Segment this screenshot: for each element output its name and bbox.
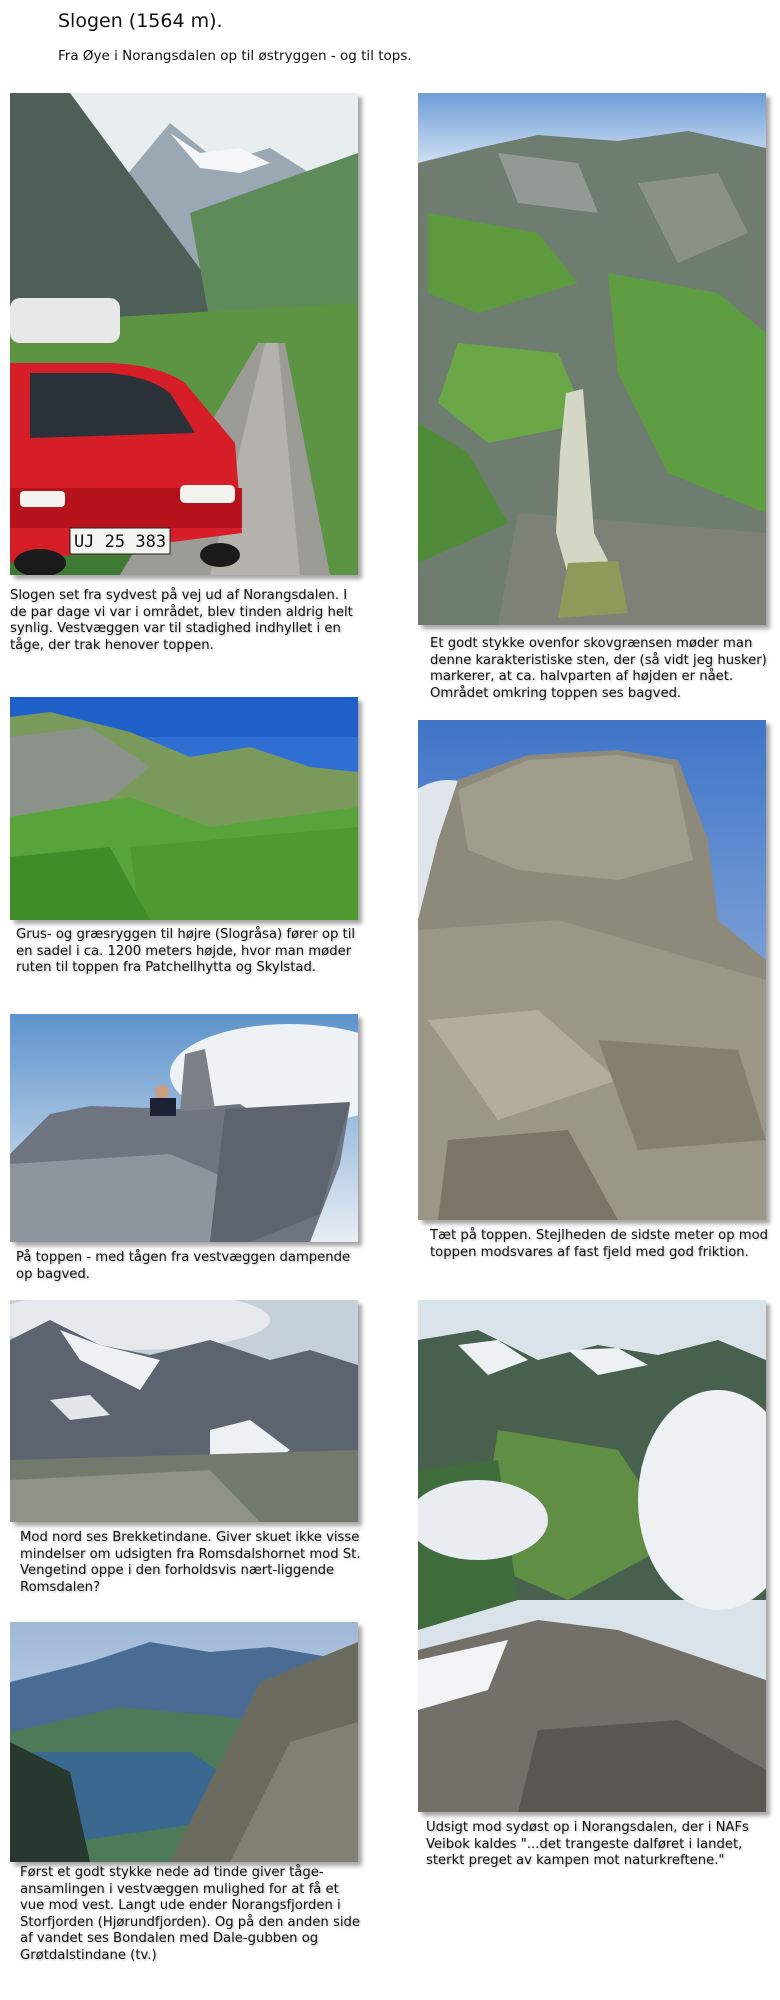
caption-7: Udsigt mod sydøst op i Norangsdalen, der i NAFs Veibok kaldes "...det trangeste dalføret i landet, sterkt preget av kampen mot naturkreftene." bbox=[426, 1820, 749, 1868]
caption-8: Først et godt stykke nede ad tinde giver tåge-ansamlingen i vestvæggen mulighed for at få et vue mod vest. Langt ude ender Norangsfjorden i Storfjorden (Hjørundfjorden). Og på den anden side af vandet ses Bondalen med Dale-gubben og Grøtdalstindane (tv.) bbox=[20, 1865, 360, 1963]
photo-rocky-summit bbox=[418, 720, 766, 1220]
photo-green-ridge bbox=[10, 697, 358, 920]
photo-southeast-view bbox=[418, 1300, 766, 1812]
caption-4: Tæt på toppen. Stejlheden de sidste meter op mod toppen modsvares af fast fjeld med god friktion. bbox=[430, 1228, 769, 1260]
photo-on-top bbox=[10, 1014, 358, 1242]
photo-road-car bbox=[10, 93, 358, 575]
page-subtitle: Fra Øye i Norangsdalen op til østryggen - og til tops. bbox=[58, 48, 412, 64]
photo-brekketindane bbox=[10, 1300, 358, 1522]
caption-1: Slogen set fra sydvest på vej ud af Norangsdalen. I de par dage vi var i området, blev tinden aldrig helt synlig. Vestvæggen var til stadighed indhyllet i en tåge, der trak henover toppen. bbox=[10, 588, 353, 653]
photo-stone bbox=[418, 93, 766, 625]
caption-3: Grus- og græsryggen til højre (Slogråsa) fører op til en sadel i ca. 1200 meters højde, hvor man møder ruten til toppen fra Patchellhytta og Skylstad. bbox=[16, 927, 356, 975]
page-title: Slogen (1564 m). bbox=[58, 10, 223, 32]
license-plate: UJ 25 383 bbox=[73, 532, 167, 552]
photo-fjord bbox=[10, 1622, 358, 1862]
caption-6: Mod nord ses Brekketindane. Giver skuet ikke visse mindelser om udsigten fra Romsdalshornet mod St. Vengetind oppe i den forholdsvis nært-liggende Romsdalen? bbox=[20, 1530, 361, 1595]
caption-5: På toppen - med tågen fra vestvæggen dampende op bagved. bbox=[16, 1250, 351, 1282]
caption-2: Et godt stykke ovenfor skovgrænsen møder man denne karakteristiske sten, der (så vidt jeg husker) markerer, at ca. halvparten af højden er nået. Området omkring toppen ses bagved. bbox=[430, 636, 767, 701]
